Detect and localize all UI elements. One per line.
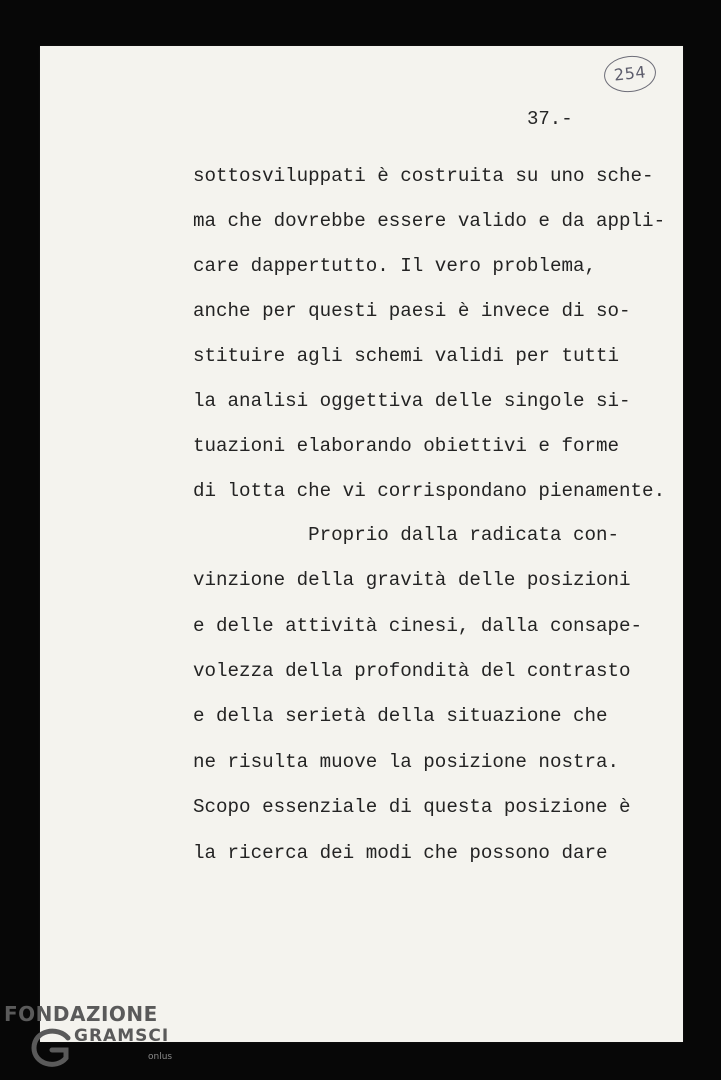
fondazione-gramsci-logo xyxy=(0,996,190,1080)
text-line: e delle attività cinesi, dalla consape- xyxy=(193,615,643,637)
text-line: ma che dovrebbe essere valido e da appli- xyxy=(193,210,666,232)
text-line: vinzione della gravità delle posizioni xyxy=(193,569,631,591)
logo-line1: FONDAZIONE xyxy=(4,1002,158,1026)
logo-line2: GRAMSCI xyxy=(74,1026,170,1046)
text-line: Scopo essenziale di questa posizione è xyxy=(193,796,631,818)
text-line: anche per questi paesi è invece di so- xyxy=(193,300,631,322)
text-line: e della serietà della situazione che xyxy=(193,705,608,727)
logo-suffix: onlus xyxy=(148,1052,173,1062)
text-line: stituire agli schemi validi per tutti xyxy=(193,345,620,367)
text-line: care dappertutto. Il vero problema, xyxy=(193,255,597,277)
text-line: la analisi oggettiva delle singole si- xyxy=(193,390,631,412)
logo-swirl-icon xyxy=(28,1024,76,1072)
text-line: la ricerca dei modi che possono dare xyxy=(193,842,608,864)
text-line: ne risulta muove la posizione nostra. xyxy=(193,751,620,773)
text-line: di lotta che vi corrispondano pienamente. xyxy=(193,480,666,502)
archive-number-stamp: 254 xyxy=(602,53,657,94)
text-line: volezza della profondità del contrasto xyxy=(193,660,631,682)
text-line: sottosviluppati è costruita su uno sche- xyxy=(193,165,654,187)
text-line: Proprio dalla radicata con- xyxy=(193,524,620,546)
page-number: 37.- xyxy=(527,108,573,130)
text-line: tuazioni elaborando obiettivi e forme xyxy=(193,435,620,457)
